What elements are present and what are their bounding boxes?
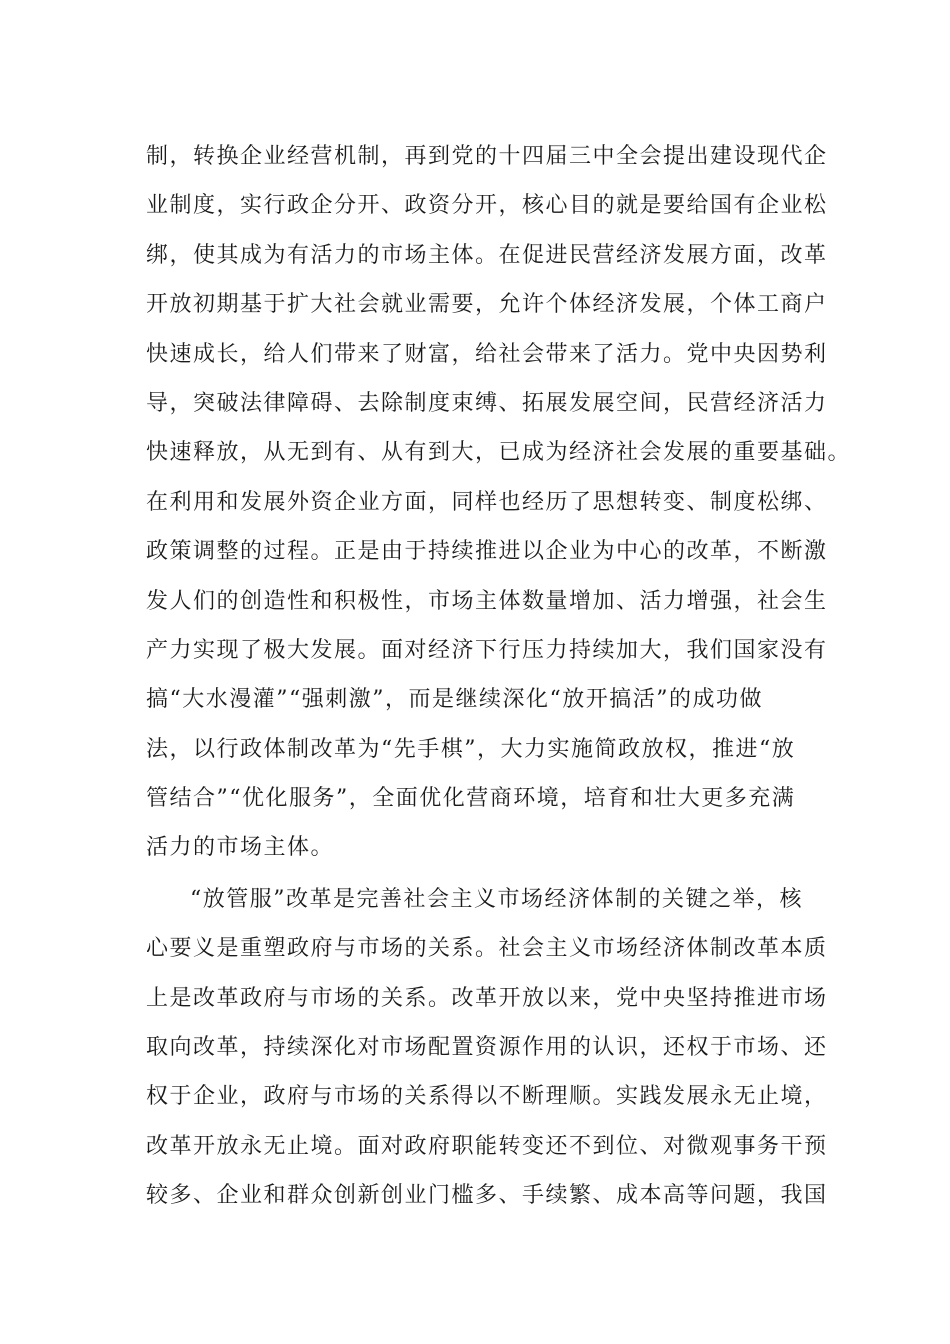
text-line: 改革开放永无止境。面对政府职能转变还不到位、对微观事务干预 [146, 1133, 828, 1159]
text-line: “放管服”改革是完善社会主义市场经济体制的关键之举，核 [190, 886, 803, 912]
text-line: 快速释放，从无到有、从有到大，已成为经济社会发展的重要基础。 [146, 440, 852, 466]
text-line: 较多、企业和群众创新创业门槛多、手续繁、成本高等问题，我国 [146, 1183, 828, 1209]
text-line: 在利用和发展外资企业方面，同样也经历了思想转变、制度松绑、 [146, 489, 828, 515]
document-body [146, 132, 852, 1221]
text-line: 搞“大水漫灌”“强刺激”，而是继续深化“放开搞活”的成功做 [146, 687, 763, 713]
paragraph-1 [146, 132, 852, 873]
text-line: 上是改革政府与市场的关系。改革开放以来，党中央坚持推进市场 [146, 985, 828, 1011]
text-line: 发人们的创造性和积极性，市场主体数量增加、活力增强，社会生 [146, 588, 828, 614]
text-line: 法，以行政体制改革为“先手棋”，大力实施简政放权，推进“放 [146, 736, 796, 762]
text-line: 活力的市场主体。 [146, 835, 335, 861]
text-line: 管结合”“优化服务”，全面优化营商环境，培育和壮大更多充满 [146, 786, 796, 812]
text-line: 导，突破法律障碍、去除制度束缚、拓展发展空间，民营经济活力 [146, 390, 828, 416]
text-line: 开放初期基于扩大社会就业需要，允许个体经济发展，个体工商户 [146, 292, 828, 318]
text-line: 政策调整的过程。正是由于持续推进以企业为中心的改革，不断激 [146, 539, 828, 565]
text-line: 心要义是重塑政府与市场的关系。社会主义市场经济体制改革本质 [146, 936, 828, 962]
text-line: 业制度，实行政企分开、政资分开，核心目的就是要给国有企业松 [146, 193, 828, 219]
text-line: 制，转换企业经营机制，再到党的十四届三中全会提出建设现代企 [146, 144, 828, 169]
paragraph-2 [146, 875, 836, 1221]
text-line: 绑，使其成为有活力的市场主体。在促进民营经济发展方面，改革 [146, 242, 828, 268]
text-line: 产力实现了极大发展。面对经济下行压力持续加大，我们国家没有 [146, 637, 828, 663]
text-line: 快速成长，给人们带来了财富，给社会带来了活力。党中央因势利 [146, 341, 828, 367]
text-line: 权于企业，政府与市场的关系得以不断理顺。实践发展永无止境， [146, 1084, 828, 1110]
text-line: 取向改革，持续深化对市场配置资源作用的认识，还权于市场、还 [146, 1035, 828, 1061]
